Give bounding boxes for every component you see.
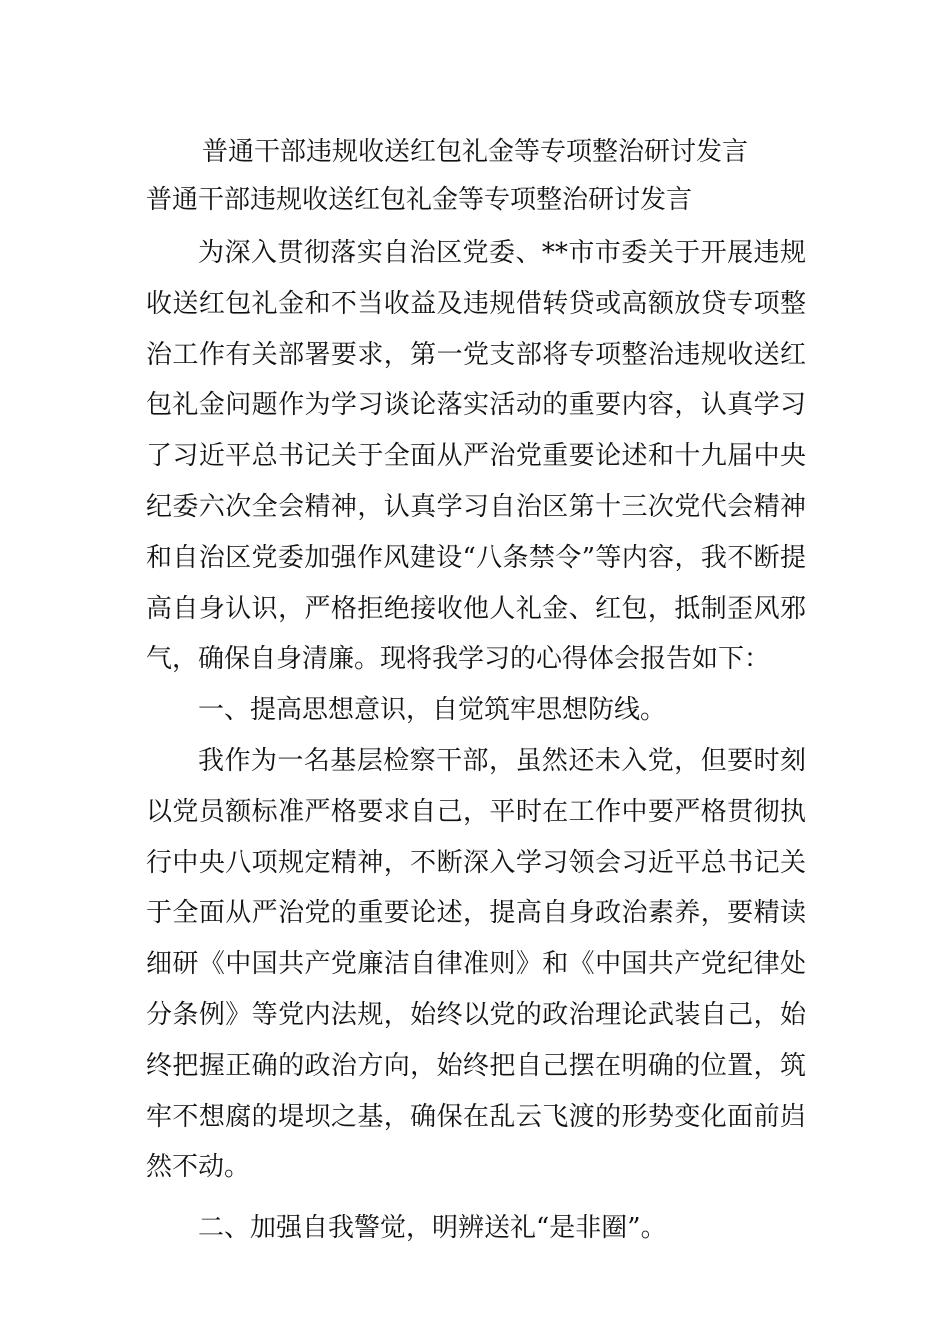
section-heading-1: 一、提高思想意识，自觉筑牢思想防线。 [198, 695, 667, 726]
document-title: 普通干部违规收送红包礼金等专项整治研讨发言 [201, 137, 748, 167]
section-1-paragraph: 我作为一名基层检察干部，虽然还未入党，但要时刻以党员额标准严格要求自己，平时在工作中要严格贯彻执行中央八项规定精神，不断深入学习领会习近平总书记关于全面从严治党的重要论述，提高自身政治素养，要精读细研《中国共产党廉洁自律准则》和《中国共产党纪律处分条例》等党内法规，始终以党的政治理论武装自己，始终把握正确的政治方向，始终把自己摆在明确的位置，筑牢不想腐的堤坝之基，确保在乱云飞渡的形势变化面前岿然不动。 [146, 745, 806, 1183]
section-heading-2: 二、加强自我警觉，明辨送礼“是非圈”。 [198, 1213, 667, 1244]
document-body [146, 228, 806, 1254]
document-subtitle: 普通干部违规收送红包礼金等专项整治研讨发言 [146, 185, 693, 215]
intro-paragraph: 为深入贯彻落实自治区党委、**市市委关于开展违规收送红包礼金和不当收益及违规借转贷或高额放贷专项整治工作有关部署要求，第一党支部将专项整治违规收送红包礼金问题作为学习谈论落实活动的重要内容，认真学习了习近平总书记关于全面从严治党重要论述和十九届中央纪委六次全会精神，认真学习自治区第十三次党代会精神和自治区党委加强作风建设“八条禁令”等内容，我不断提高自身认识，严格拒绝接收他人礼金、红包，抵制歪风邪气，确保自身清廉。现将我学习的心得体会报告如下： [146, 238, 806, 675]
